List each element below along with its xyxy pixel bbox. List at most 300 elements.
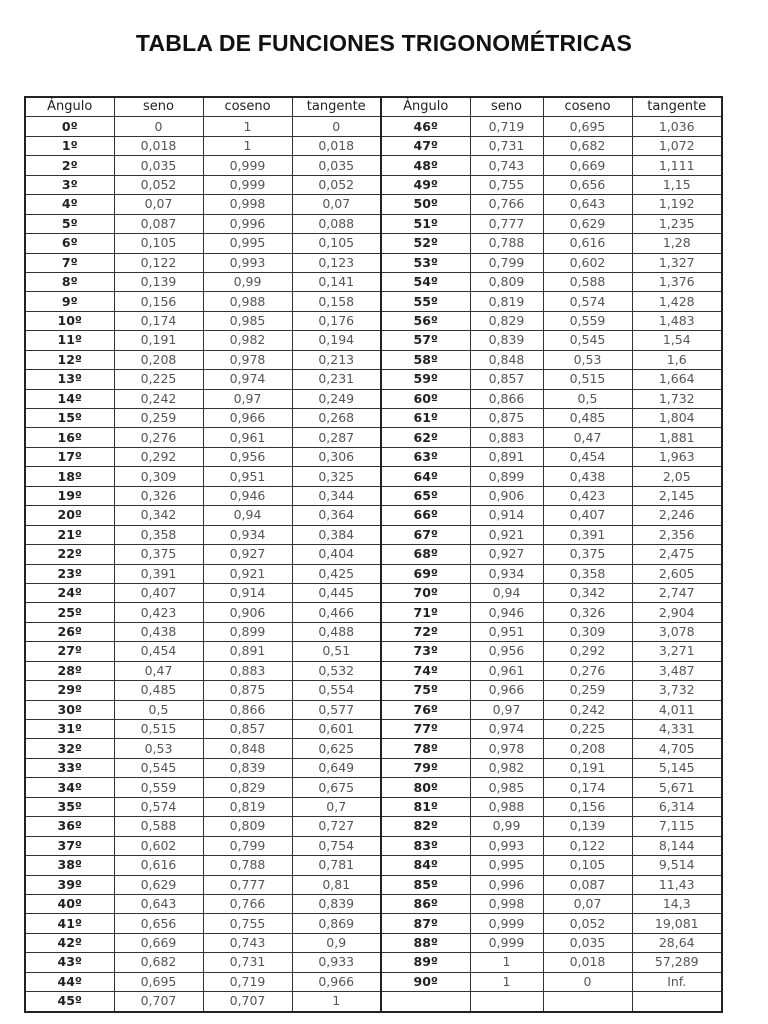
angle-cell: 60º <box>381 389 470 408</box>
tangent-cell: 1,072 <box>632 136 722 155</box>
tangent-cell: 1,54 <box>632 331 722 350</box>
sine-cell: 0,946 <box>470 603 543 622</box>
tangent-cell <box>632 992 722 1012</box>
cosine-cell: 0,276 <box>543 661 632 680</box>
angle-cell: 42º <box>25 933 114 952</box>
tangent-cell: 3,078 <box>632 622 722 641</box>
cosine-cell: 0,574 <box>543 292 632 311</box>
sine-cell: 0,156 <box>114 292 203 311</box>
angle-cell: 6º <box>25 234 114 253</box>
angle-cell: 88º <box>381 933 470 952</box>
table-row <box>25 428 722 447</box>
cosine-cell: 0,292 <box>543 642 632 661</box>
cosine-cell: 0,809 <box>203 817 292 836</box>
sine-cell: 0,242 <box>114 389 203 408</box>
tangent-cell: 19,081 <box>632 914 722 933</box>
tangent-cell: 0,306 <box>292 447 381 466</box>
sine-cell: 0,731 <box>470 136 543 155</box>
sine-cell: 0,588 <box>114 817 203 836</box>
header-cosine: coseno <box>203 97 292 117</box>
angle-cell: 43º <box>25 953 114 972</box>
sine-cell: 0,94 <box>470 583 543 602</box>
cosine-cell: 0,899 <box>203 622 292 641</box>
cosine-cell: 0,97 <box>203 389 292 408</box>
cosine-cell: 0,358 <box>543 564 632 583</box>
angle-cell: 72º <box>381 622 470 641</box>
header-sine: seno <box>114 97 203 117</box>
angle-cell: 76º <box>381 700 470 719</box>
sine-cell: 0,656 <box>114 914 203 933</box>
tangent-cell: 1,036 <box>632 117 722 136</box>
cosine-cell: 0,242 <box>543 700 632 719</box>
table-row <box>25 389 722 408</box>
tangent-cell: 1,327 <box>632 253 722 272</box>
tangent-cell: 5,145 <box>632 758 722 777</box>
tangent-cell: 0,966 <box>292 972 381 991</box>
sine-cell: 0,407 <box>114 583 203 602</box>
cosine-cell: 0,766 <box>203 894 292 913</box>
cosine-cell: 0,839 <box>203 758 292 777</box>
table-row <box>25 311 722 330</box>
tangent-cell: 1,881 <box>632 428 722 447</box>
angle-cell: 29º <box>25 681 114 700</box>
header-cosine: coseno <box>543 97 632 117</box>
sine-cell: 0,191 <box>114 331 203 350</box>
angle-cell: 8º <box>25 272 114 291</box>
tangent-cell: 0,268 <box>292 409 381 428</box>
tangent-cell: 2,475 <box>632 545 722 564</box>
sine-cell: 0,695 <box>114 972 203 991</box>
tangent-cell: 14,3 <box>632 894 722 913</box>
tangent-cell: 1,111 <box>632 156 722 175</box>
tangent-cell: 57,289 <box>632 953 722 972</box>
tangent-cell: 0,869 <box>292 914 381 933</box>
tangent-cell: 0,231 <box>292 370 381 389</box>
cosine-cell: 0,707 <box>203 992 292 1012</box>
cosine-cell: 0,629 <box>543 214 632 233</box>
sine-cell: 0,993 <box>470 836 543 855</box>
sine-cell: 0,669 <box>114 933 203 952</box>
cosine-cell: 0,669 <box>543 156 632 175</box>
table-row <box>25 700 722 719</box>
sine-cell: 0,956 <box>470 642 543 661</box>
header-row <box>25 97 722 117</box>
cosine-cell: 0,777 <box>203 875 292 894</box>
tangent-cell: 28,64 <box>632 933 722 952</box>
angle-cell: 7º <box>25 253 114 272</box>
angle-cell: 33º <box>25 758 114 777</box>
cosine-cell: 0,999 <box>203 156 292 175</box>
header-angle: Ángulo <box>25 97 114 117</box>
cosine-cell: 0,391 <box>543 525 632 544</box>
angle-cell: 90º <box>381 972 470 991</box>
sine-cell: 0,719 <box>470 117 543 136</box>
angle-cell: 44º <box>25 972 114 991</box>
cosine-cell: 0,755 <box>203 914 292 933</box>
tangent-cell: 4,331 <box>632 720 722 739</box>
cosine-cell: 0,485 <box>543 409 632 428</box>
angle-cell: 39º <box>25 875 114 894</box>
angle-cell: 25º <box>25 603 114 622</box>
cosine-cell: 0,326 <box>543 603 632 622</box>
tangent-cell: Inf. <box>632 972 722 991</box>
angle-cell: 53º <box>381 253 470 272</box>
sine-cell: 0,53 <box>114 739 203 758</box>
sine-cell: 0 <box>114 117 203 136</box>
tangent-cell: 0,325 <box>292 467 381 486</box>
cosine-cell: 0,974 <box>203 370 292 389</box>
page-title: TABLA DE FUNCIONES TRIGONOMÉTRICAS <box>135 30 633 56</box>
angle-cell: 34º <box>25 778 114 797</box>
angle-cell: 46º <box>381 117 470 136</box>
angle-cell: 28º <box>25 661 114 680</box>
table-row <box>25 447 722 466</box>
tangent-cell: 8,144 <box>632 836 722 855</box>
cosine-cell: 0,018 <box>543 953 632 972</box>
angle-cell: 14º <box>25 389 114 408</box>
sine-cell: 0,342 <box>114 506 203 525</box>
sine-cell: 0,105 <box>114 234 203 253</box>
angle-cell: 79º <box>381 758 470 777</box>
sine-cell: 0,515 <box>114 720 203 739</box>
angle-cell: 48º <box>381 156 470 175</box>
sine-cell: 0,139 <box>114 272 203 291</box>
tangent-cell: 1,664 <box>632 370 722 389</box>
tangent-cell: 2,246 <box>632 506 722 525</box>
table-row <box>25 195 722 214</box>
sine-cell: 0,866 <box>470 389 543 408</box>
cosine-cell: 0,309 <box>543 622 632 641</box>
tangent-cell: 5,671 <box>632 778 722 797</box>
sine-cell: 0,927 <box>470 545 543 564</box>
cosine-cell: 0,951 <box>203 467 292 486</box>
cosine-cell: 0,982 <box>203 331 292 350</box>
angle-cell: 62º <box>381 428 470 447</box>
sine-cell: 0,839 <box>470 331 543 350</box>
table-row <box>25 914 722 933</box>
tangent-cell: 0,07 <box>292 195 381 214</box>
angle-cell: 31º <box>25 720 114 739</box>
angle-cell: 65º <box>381 486 470 505</box>
angle-cell: 82º <box>381 817 470 836</box>
tangent-cell: 0,81 <box>292 875 381 894</box>
tangent-cell: 0,445 <box>292 583 381 602</box>
angle-cell: 80º <box>381 778 470 797</box>
cosine-cell: 0,829 <box>203 778 292 797</box>
cosine-cell: 0,602 <box>543 253 632 272</box>
angle-cell: 87º <box>381 914 470 933</box>
cosine-cell: 0,921 <box>203 564 292 583</box>
tangent-cell: 3,271 <box>632 642 722 661</box>
table-row <box>25 564 722 583</box>
cosine-cell: 0,407 <box>543 506 632 525</box>
sine-cell: 0,208 <box>114 350 203 369</box>
sine-cell: 0,974 <box>470 720 543 739</box>
sine-cell <box>470 992 543 1012</box>
angle-cell: 50º <box>381 195 470 214</box>
table-row <box>25 136 722 155</box>
angle-cell: 61º <box>381 409 470 428</box>
sine-cell: 0,375 <box>114 545 203 564</box>
angle-cell: 45º <box>25 992 114 1012</box>
sine-cell: 0,97 <box>470 700 543 719</box>
angle-cell: 51º <box>381 214 470 233</box>
sine-cell: 0,629 <box>114 875 203 894</box>
cosine-cell: 0,156 <box>543 797 632 816</box>
angle-cell: 66º <box>381 506 470 525</box>
tangent-cell: 0,018 <box>292 136 381 155</box>
angle-cell: 74º <box>381 661 470 680</box>
table-row <box>25 583 722 602</box>
cosine-cell: 0,978 <box>203 350 292 369</box>
cosine-cell: 0,819 <box>203 797 292 816</box>
header-angle: Ángulo <box>381 97 470 117</box>
sine-cell: 0,934 <box>470 564 543 583</box>
cosine-cell: 0 <box>543 972 632 991</box>
tangent-cell: 2,05 <box>632 467 722 486</box>
table-row <box>25 525 722 544</box>
sine-cell: 0,309 <box>114 467 203 486</box>
sine-cell: 0,883 <box>470 428 543 447</box>
angle-cell: 5º <box>25 214 114 233</box>
table-row <box>25 622 722 641</box>
cosine-cell: 0,99 <box>203 272 292 291</box>
sine-cell: 0,438 <box>114 622 203 641</box>
table-row <box>25 506 722 525</box>
cosine-cell: 0,5 <box>543 389 632 408</box>
angle-cell: 15º <box>25 409 114 428</box>
tangent-cell: 4,011 <box>632 700 722 719</box>
table-row <box>25 370 722 389</box>
angle-cell: 81º <box>381 797 470 816</box>
sine-cell: 0,999 <box>470 914 543 933</box>
sine-cell: 0,391 <box>114 564 203 583</box>
tangent-cell: 1,192 <box>632 195 722 214</box>
tangent-cell: 1,428 <box>632 292 722 311</box>
cosine-cell: 0,616 <box>543 234 632 253</box>
angle-cell: 11º <box>25 331 114 350</box>
angle-cell: 52º <box>381 234 470 253</box>
tangent-cell: 1,235 <box>632 214 722 233</box>
sine-cell: 0,616 <box>114 856 203 875</box>
cosine-cell: 0,996 <box>203 214 292 233</box>
tangent-cell: 0,9 <box>292 933 381 952</box>
tangent-cell: 3,487 <box>632 661 722 680</box>
angle-cell: 73º <box>381 642 470 661</box>
table-row <box>25 603 722 622</box>
sine-cell: 0,174 <box>114 311 203 330</box>
table-row <box>25 933 722 952</box>
sine-cell: 0,961 <box>470 661 543 680</box>
table-row <box>25 642 722 661</box>
trig-functions-table <box>24 96 723 1013</box>
sine-cell: 0,996 <box>470 875 543 894</box>
cosine-cell <box>543 992 632 1012</box>
tangent-cell: 2,747 <box>632 583 722 602</box>
cosine-cell: 0,559 <box>543 311 632 330</box>
tangent-cell: 0,141 <box>292 272 381 291</box>
angle-cell: 69º <box>381 564 470 583</box>
sine-cell: 0,978 <box>470 739 543 758</box>
angle-cell <box>381 992 470 1012</box>
table-row <box>25 739 722 758</box>
table-row <box>25 409 722 428</box>
table-row <box>25 856 722 875</box>
cosine-cell: 0,588 <box>543 272 632 291</box>
angle-cell: 23º <box>25 564 114 583</box>
cosine-cell: 0,342 <box>543 583 632 602</box>
cosine-cell: 0,966 <box>203 409 292 428</box>
tangent-cell: 0,727 <box>292 817 381 836</box>
cosine-cell: 0,927 <box>203 545 292 564</box>
cosine-cell: 0,743 <box>203 933 292 952</box>
cosine-cell: 0,799 <box>203 836 292 855</box>
sine-cell: 0,921 <box>470 525 543 544</box>
cosine-cell: 0,998 <box>203 195 292 214</box>
angle-cell: 0º <box>25 117 114 136</box>
sine-cell: 0,906 <box>470 486 543 505</box>
angle-cell: 40º <box>25 894 114 913</box>
table-row <box>25 681 722 700</box>
tangent-cell: 0,425 <box>292 564 381 583</box>
sine-cell: 0,018 <box>114 136 203 155</box>
cosine-cell: 0,94 <box>203 506 292 525</box>
tangent-cell: 1,15 <box>632 175 722 194</box>
tangent-cell: 0,554 <box>292 681 381 700</box>
angle-cell: 58º <box>381 350 470 369</box>
cosine-cell: 0,259 <box>543 681 632 700</box>
tangent-cell: 0,754 <box>292 836 381 855</box>
cosine-cell: 1 <box>203 117 292 136</box>
sine-cell: 0,682 <box>114 953 203 972</box>
table-row <box>25 467 722 486</box>
cosine-cell: 0,53 <box>543 350 632 369</box>
tangent-cell: 1,963 <box>632 447 722 466</box>
angle-cell: 3º <box>25 175 114 194</box>
sine-cell: 0,995 <box>470 856 543 875</box>
angle-cell: 49º <box>381 175 470 194</box>
sine-cell: 0,777 <box>470 214 543 233</box>
sine-cell: 0,326 <box>114 486 203 505</box>
angle-cell: 30º <box>25 700 114 719</box>
table-row <box>25 758 722 777</box>
angle-cell: 55º <box>381 292 470 311</box>
angle-cell: 18º <box>25 467 114 486</box>
tangent-cell: 4,705 <box>632 739 722 758</box>
tangent-cell: 0,466 <box>292 603 381 622</box>
sine-cell: 1 <box>470 972 543 991</box>
tangent-cell: 0,364 <box>292 506 381 525</box>
tangent-cell: 0,51 <box>292 642 381 661</box>
tangent-cell: 0,532 <box>292 661 381 680</box>
header-sine: seno <box>470 97 543 117</box>
tangent-cell: 1,732 <box>632 389 722 408</box>
sine-cell: 0,358 <box>114 525 203 544</box>
table-row <box>25 720 722 739</box>
cosine-cell: 0,438 <box>543 467 632 486</box>
tangent-cell: 0,123 <box>292 253 381 272</box>
tangent-cell: 0,839 <box>292 894 381 913</box>
table-row <box>25 214 722 233</box>
cosine-cell: 0,985 <box>203 311 292 330</box>
cosine-cell: 0,848 <box>203 739 292 758</box>
sine-cell: 0,574 <box>114 797 203 816</box>
cosine-cell: 0,719 <box>203 972 292 991</box>
angle-cell: 12º <box>25 350 114 369</box>
sine-cell: 0,809 <box>470 272 543 291</box>
tangent-cell: 2,145 <box>632 486 722 505</box>
angle-cell: 32º <box>25 739 114 758</box>
tangent-cell: 7,115 <box>632 817 722 836</box>
table-row <box>25 817 722 836</box>
cosine-cell: 0,208 <box>543 739 632 758</box>
angle-cell: 17º <box>25 447 114 466</box>
sine-cell: 0,766 <box>470 195 543 214</box>
sine-cell: 0,857 <box>470 370 543 389</box>
tangent-cell: 0,404 <box>292 545 381 564</box>
cosine-cell: 0,174 <box>543 778 632 797</box>
tangent-cell: 0,035 <box>292 156 381 175</box>
angle-cell: 78º <box>381 739 470 758</box>
cosine-cell: 0,875 <box>203 681 292 700</box>
angle-cell: 63º <box>381 447 470 466</box>
sine-cell: 0,052 <box>114 175 203 194</box>
cosine-cell: 0,695 <box>543 117 632 136</box>
sine-cell: 0,899 <box>470 467 543 486</box>
header-tangent: tangente <box>632 97 722 117</box>
cosine-cell: 0,999 <box>203 175 292 194</box>
tangent-cell: 1,483 <box>632 311 722 330</box>
sine-cell: 0,788 <box>470 234 543 253</box>
sine-cell: 0,602 <box>114 836 203 855</box>
cosine-cell: 0,788 <box>203 856 292 875</box>
angle-cell: 67º <box>381 525 470 544</box>
sine-cell: 0,799 <box>470 253 543 272</box>
sine-cell: 0,559 <box>114 778 203 797</box>
sine-cell: 0,545 <box>114 758 203 777</box>
angle-cell: 85º <box>381 875 470 894</box>
cosine-cell: 0,934 <box>203 525 292 544</box>
table-row <box>25 331 722 350</box>
tangent-cell: 0,625 <box>292 739 381 758</box>
tangent-cell: 1,804 <box>632 409 722 428</box>
angle-cell: 36º <box>25 817 114 836</box>
cosine-cell: 0,035 <box>543 933 632 952</box>
cosine-cell: 0,988 <box>203 292 292 311</box>
tangent-cell: 11,43 <box>632 875 722 894</box>
tangent-cell: 0,213 <box>292 350 381 369</box>
tangent-cell: 0,384 <box>292 525 381 544</box>
table-row <box>25 175 722 194</box>
angle-cell: 9º <box>25 292 114 311</box>
tangent-cell: 0,577 <box>292 700 381 719</box>
angle-cell: 84º <box>381 856 470 875</box>
sine-cell: 0,259 <box>114 409 203 428</box>
angle-cell: 4º <box>25 195 114 214</box>
angle-cell: 27º <box>25 642 114 661</box>
sine-cell: 0,07 <box>114 195 203 214</box>
sine-cell: 0,743 <box>470 156 543 175</box>
sine-cell: 0,982 <box>470 758 543 777</box>
sine-cell: 0,99 <box>470 817 543 836</box>
table-row <box>25 117 722 136</box>
sine-cell: 0,423 <box>114 603 203 622</box>
tangent-cell: 0,781 <box>292 856 381 875</box>
angle-cell: 19º <box>25 486 114 505</box>
sine-cell: 0,988 <box>470 797 543 816</box>
sine-cell: 0,999 <box>470 933 543 952</box>
cosine-cell: 0,515 <box>543 370 632 389</box>
